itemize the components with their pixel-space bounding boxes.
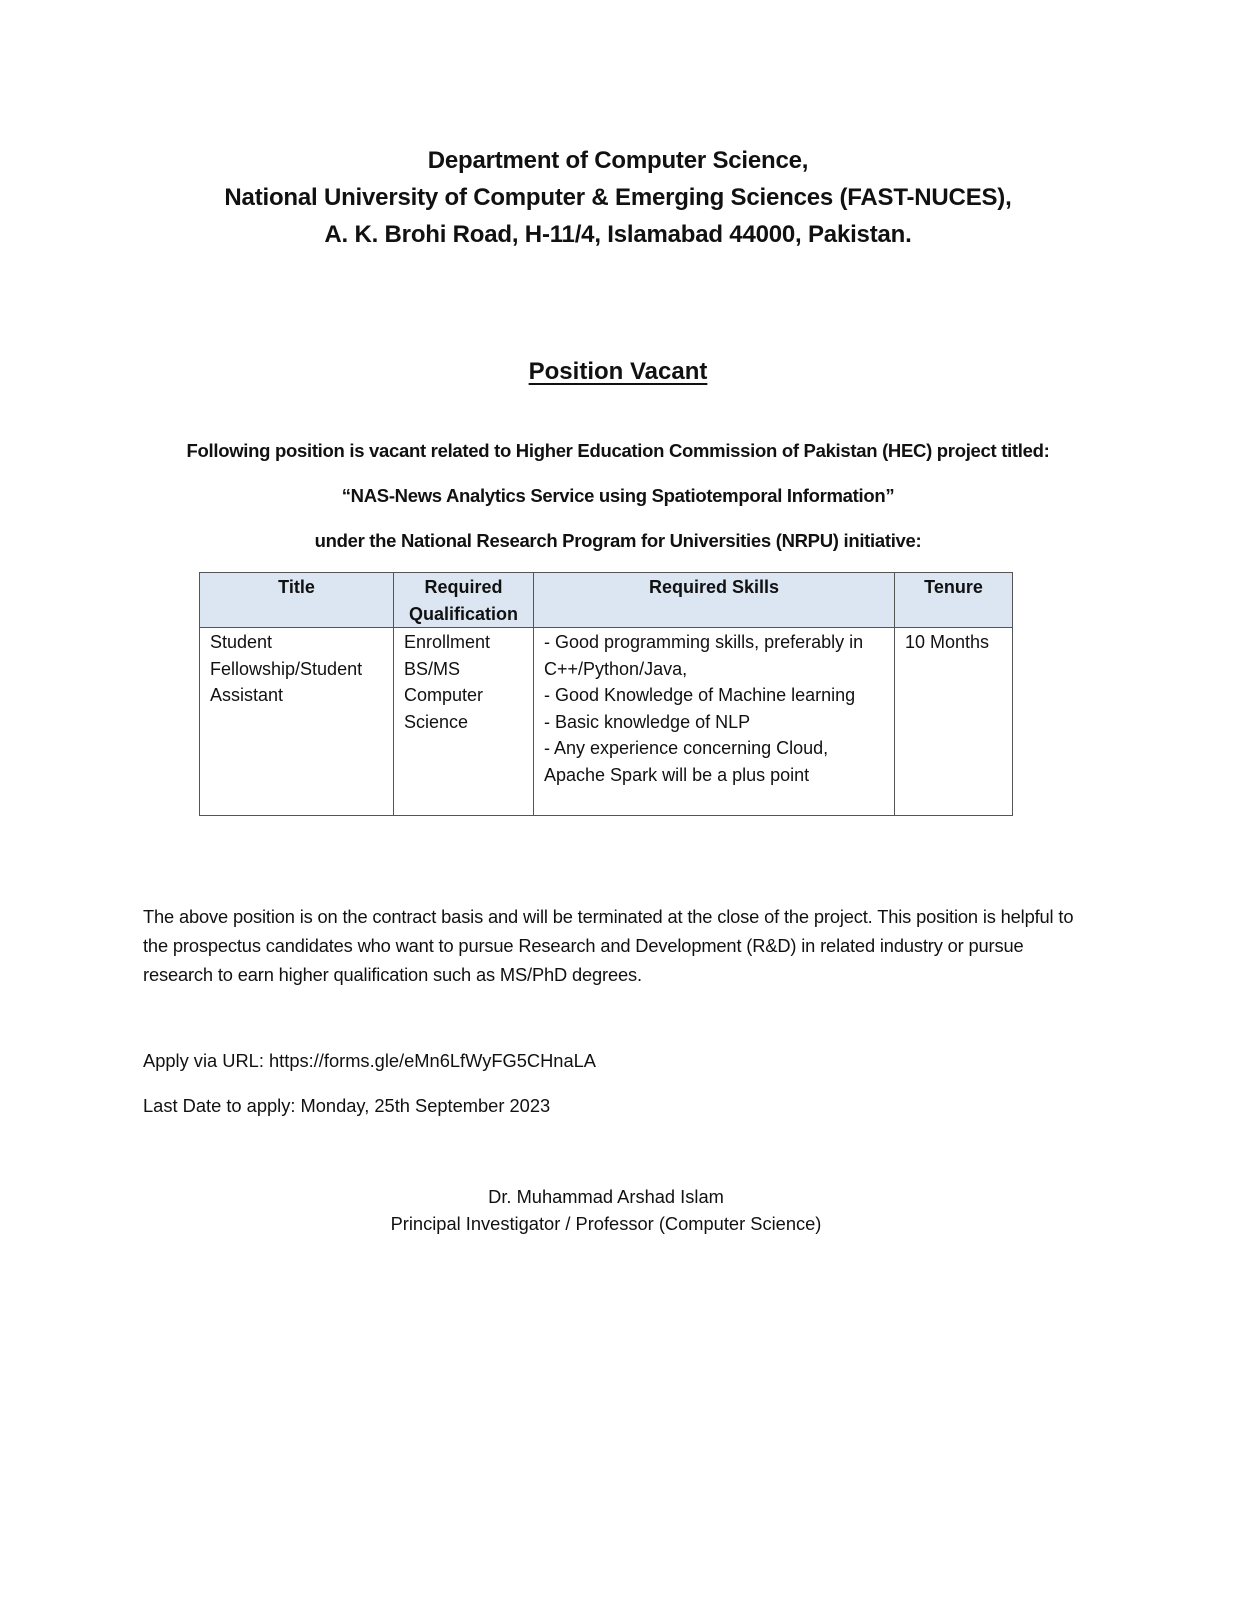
cell-title: Student Fellowship/Student Assistant: [200, 628, 394, 816]
apply-label: Apply via URL:: [143, 1050, 269, 1071]
header-address: A. K. Brohi Road, H-11/4, Islamabad 44000, Pakistan.: [324, 221, 912, 248]
header-university: National University of Computer & Emerging Sciences (FAST-NUCES),: [224, 184, 1012, 211]
positions-table: [199, 572, 1013, 816]
skill-item: - Any experience concerning Cloud, Apache Spark will be a plus point: [544, 738, 829, 785]
column-header-skills: Required Skills: [534, 573, 895, 628]
section-title: Position Vacant: [528, 358, 708, 385]
column-header-qualification: Required Qualification: [394, 573, 534, 628]
last-date-value: Monday, 25th September 2023: [300, 1095, 551, 1116]
cell-qualification: Enrollment BS/MS Computer Science: [394, 628, 534, 816]
cell-skills: [534, 628, 895, 816]
column-header-title: Title: [200, 573, 394, 628]
body-paragraph: The above position is on the contract basis and will be terminated at the close of the project. This position is helpful to the prospectus candidates who want to pursue Research and Development (R&D) in related industry or pursue research to earn higher qualification such as MS/PhD degrees.: [143, 906, 1074, 985]
column-header-tenure: Tenure: [895, 573, 1013, 628]
document-header: [0, 142, 1236, 253]
intro-line-3: under the National Research Program for Universities (NRPU) initiative:: [314, 530, 922, 551]
table-header-row: [200, 573, 1013, 628]
last-date-line: [143, 1095, 550, 1117]
skill-item: - Good Knowledge of Machine learning: [544, 685, 856, 705]
project-title: “NAS-News Analytics Service using Spatiotemporal Information”: [341, 485, 895, 506]
intro-line-1: Following position is vacant related to Higher Education Commission of Pakistan (HEC) project titled:: [186, 440, 1050, 461]
cell-tenure: 10 Months: [895, 628, 1013, 816]
signatory-title: Principal Investigator / Professor (Computer Science): [390, 1213, 822, 1234]
apply-url-link[interactable]: https://forms.gle/eMn6LfWyFG5CHnaLA: [269, 1050, 596, 1071]
last-date-label: Last Date to apply:: [143, 1095, 301, 1116]
apply-line: [143, 1050, 596, 1072]
header-department: Department of Computer Science,: [427, 147, 809, 174]
signature-block: [0, 1183, 1212, 1237]
skill-item: - Good programming skills, preferably in C++/Python/Java,: [544, 632, 864, 679]
table-row: [200, 628, 1013, 816]
skill-item: - Basic knowledge of NLP: [544, 711, 751, 732]
signatory-name: Dr. Muhammad Arshad Islam: [488, 1186, 724, 1207]
